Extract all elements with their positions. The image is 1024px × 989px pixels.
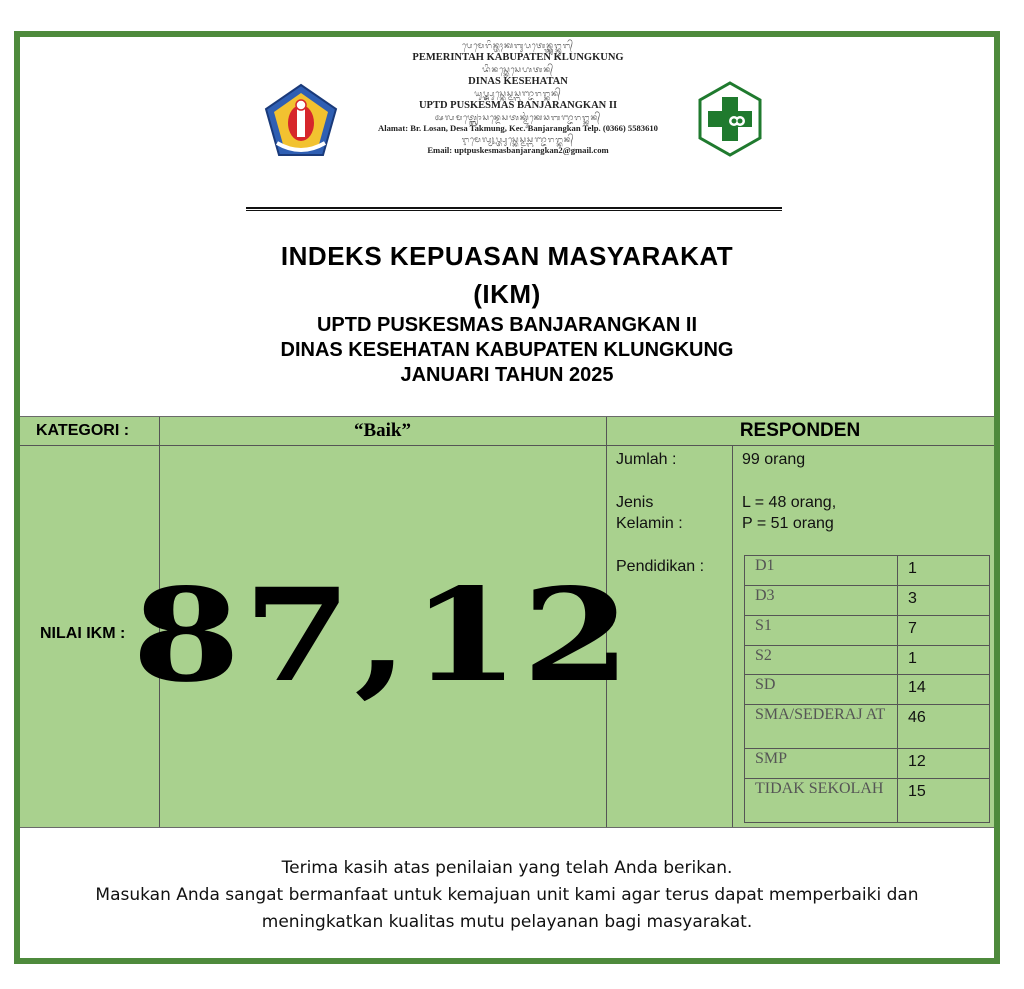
letterhead-text (350, 41, 686, 156)
education-count: 46 (898, 705, 990, 749)
email-line: Email: uptpuskesmasbanjarangkan2@gmail.com (427, 145, 609, 156)
table-row (745, 675, 990, 705)
poster-frame (14, 31, 1000, 964)
jumlah-label: Jumlah : (616, 451, 677, 468)
footer-line: Masukan Anda sangat bermanfaat untuk kemajuan unit kami agar terus dapat memperbaiki dan (95, 885, 919, 905)
klungkung-regency-emblem-icon (263, 83, 339, 159)
footer-line: Terima kasih atas penilaian yang telah Anda berikan. (281, 858, 733, 878)
table-row (745, 616, 990, 646)
government-name: PEMERINTAH KABUPATEN KLUNGKUNG (412, 52, 624, 64)
main-title: INDEKS KEPUASAN MASYARAKAT (280, 241, 734, 271)
balinese-script-line: ᬅᬮᬫᬢ᭄ᬩ᭄ᬭ᭄ᬮᭀᬲᬦ᭄ᬤᬾᬲᬢᬓ᭄ᬫᬸᬂᬓᬾᬘᬩᬜ᭄ᬚᬭᬗ᭄ᬓᬦ᭄ (434, 113, 602, 123)
education-level: SMA/SEDERAJ AT (745, 705, 898, 749)
subtitle-unit: UPTD PUSKESMAS BANJARANGKAN II (316, 314, 698, 336)
jenis-kelamin-male: L = 48 orang, (742, 494, 837, 511)
education-level: D1 (745, 556, 898, 586)
education-level: S2 (745, 646, 898, 675)
table-row (745, 646, 990, 675)
education-count: 7 (898, 616, 990, 646)
puskesmas-green-cross-icon (696, 81, 764, 157)
footer-line: meningkatkan kualitas mutu pelayanan bagi masyarakat. (261, 912, 753, 932)
letterhead (20, 37, 994, 222)
subtitle-department: DINAS KESEHATAN KABUPATEN KLUNGKUNG (280, 339, 734, 361)
education-count: 1 (898, 556, 990, 586)
title-block (20, 237, 994, 388)
nilai-ikm-value: 87,12 (131, 560, 634, 711)
education-count: 3 (898, 586, 990, 616)
education-count: 12 (898, 749, 990, 779)
subtitle-period: JANUARI TAHUN 2025 (400, 364, 614, 386)
jenis-kelamin-female: P = 51 orang (742, 515, 834, 532)
education-level: SMP (745, 749, 898, 779)
main-title-abbreviation: (IKM) (473, 279, 541, 309)
education-count: 14 (898, 675, 990, 705)
education-table (744, 555, 990, 823)
table-row (745, 779, 990, 823)
education-level: S1 (745, 616, 898, 646)
table-row (745, 586, 990, 616)
jenis-kelamin-label-1: Jenis (616, 494, 654, 511)
thank-you-message (20, 855, 994, 936)
balinese-script-line: ᬇᬫᬾᬮ᭄ᬬᬸᬧ᭄ᬢ᭄ᬧᬸᬲ᭄ᬓᬾᬲ᭄ᬫᬲ᭄ᬩᬜ᭄ᬚᬭᬗ᭄ᬓᬦ᭄ (461, 134, 575, 144)
education-level: D3 (745, 586, 898, 616)
unit-name: UPTD PUSKESMAS BANJARANGKAN II (418, 100, 618, 112)
balinese-script-line: ᬧᬾᬫᬾᬭᬶᬦ᭄ᬢᬄᬓᬩᬸᬧᬢᬾᬦ᭄ᬓ᭄ᬮᬸᬗ᭄ᬓᬸᬗ᭄ (462, 41, 574, 50)
table-row (745, 705, 990, 749)
table-row (745, 556, 990, 586)
nilai-ikm-label: NILAI IKM : (40, 625, 126, 642)
education-level: SD (745, 675, 898, 705)
kategori-label: KATEGORI : (36, 422, 130, 439)
address-line: Alamat: Br. Losan, Desa Takmung, Kec. Banjarangkan Telp. (0366) 5583610 (378, 123, 658, 134)
jumlah-value: 99 orang (742, 451, 806, 468)
table-divider (732, 445, 733, 827)
jenis-kelamin-label-2: Kelamin : (616, 515, 683, 532)
responden-header: RESPONDEN (739, 420, 861, 441)
education-count: 1 (898, 646, 990, 675)
pendidikan-label: Pendidikan : (616, 558, 705, 575)
kategori-value: “Baik” (353, 420, 412, 441)
table-row (745, 749, 990, 779)
department-name: DINAS KESEHATAN (468, 76, 568, 88)
balinese-script-line: ᬬᬸᬧ᭄ᬢ᭄ᬤ᭄ᬧᬸᬲ᭄ᬓᬾᬲ᭄ᬫᬲ᭄ᬩᬜ᭄ᬚᬭᬗ᭄ᬓᬦ᭄ (474, 89, 562, 99)
education-level: TIDAK SEKOLAH (745, 779, 898, 823)
balinese-script-line: ᬤᬶᬦᬲ᭄ᬓᬾᬲᬾᬳᬢᬦ᭄ (481, 65, 555, 75)
education-count: 15 (898, 779, 990, 823)
letterhead-divider (246, 207, 782, 211)
